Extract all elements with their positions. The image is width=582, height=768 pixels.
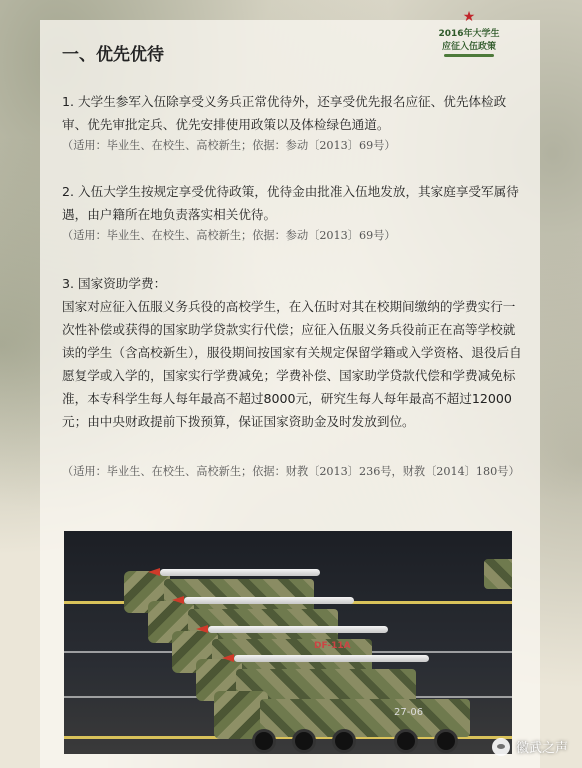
item-1-note: （适用：毕业生、在校生、高校新生；依据：参动〔2013〕69号） <box>62 139 396 152</box>
missile-tip-icon <box>148 568 160 576</box>
missile <box>234 655 429 662</box>
truck-wheel <box>292 729 316 753</box>
missile-tip-icon <box>222 654 234 662</box>
missile-label: DF-11A <box>314 641 351 651</box>
launcher-truck <box>484 559 512 589</box>
policy-badge <box>436 10 502 57</box>
item-2-note: （适用：毕业生、在校生、高校新生；依据：参动〔2013〕69号） <box>62 229 396 242</box>
item-3-heading: 3. 国家资助学费： <box>62 276 167 291</box>
wechat-icon <box>492 738 510 756</box>
item-1-text: 1. 大学生参军入伍除享受义务兵正常优待外，还享受优先报名应征、优先体检政审、优先审批定兵、优先安排使用政策以及体检绿色通道。 <box>62 94 507 132</box>
missile <box>208 626 388 633</box>
missile <box>184 597 354 604</box>
item-3-note: （适用：毕业生、在校生、高校新生；依据：财教〔2013〕236号，财教〔2014〕180号） <box>62 465 520 478</box>
missile-tip-icon <box>172 596 184 604</box>
badge-line-1: 2016年大学生 <box>438 29 500 39</box>
missile-parade-photo <box>64 531 512 754</box>
item-3-text: 国家对应征入伍服义务兵役的高校学生，在入伍时对其在校期间缴纳的学费实行一次性补偿或获得的国家助学贷款实行代偿；应征入伍服义务兵役前正在高等学校就读的学生（含高校新生），服役期间按国家有关规定保留学籍或入学资格、退役后自愿复学或入学的，国家实行学费减免；学费补偿、国家助学贷款代偿和学费减免标准，本专科学生每人每年最高不超过8000元，研究生每人每年最高不超过12000元；由中央财政提前下拨预算，保证国家资助金及时发放到位。 <box>62 299 522 429</box>
missile <box>160 569 320 576</box>
truck-wheel <box>332 729 356 753</box>
truck-wheel <box>252 729 276 753</box>
missile-tip-icon <box>196 625 208 633</box>
watermark <box>492 737 568 756</box>
item-2-text: 2. 入伍大学生按规定享受优待政策，优待金由批准入伍地发放，其家庭享受军属待遇，由户籍所在地负责落实相关优待。 <box>62 184 519 222</box>
red-star-icon: ★ <box>462 9 476 25</box>
truck-number: 27-06 <box>394 707 424 718</box>
section-title: 一、优先优待 <box>62 45 164 65</box>
badge-swoosh-icon <box>444 54 494 57</box>
truck-wheel <box>434 729 458 753</box>
badge-line-2: 应征入伍政策 <box>441 42 496 52</box>
truck-wheel <box>394 729 418 753</box>
watermark-text: 徽武之声 <box>515 741 568 756</box>
